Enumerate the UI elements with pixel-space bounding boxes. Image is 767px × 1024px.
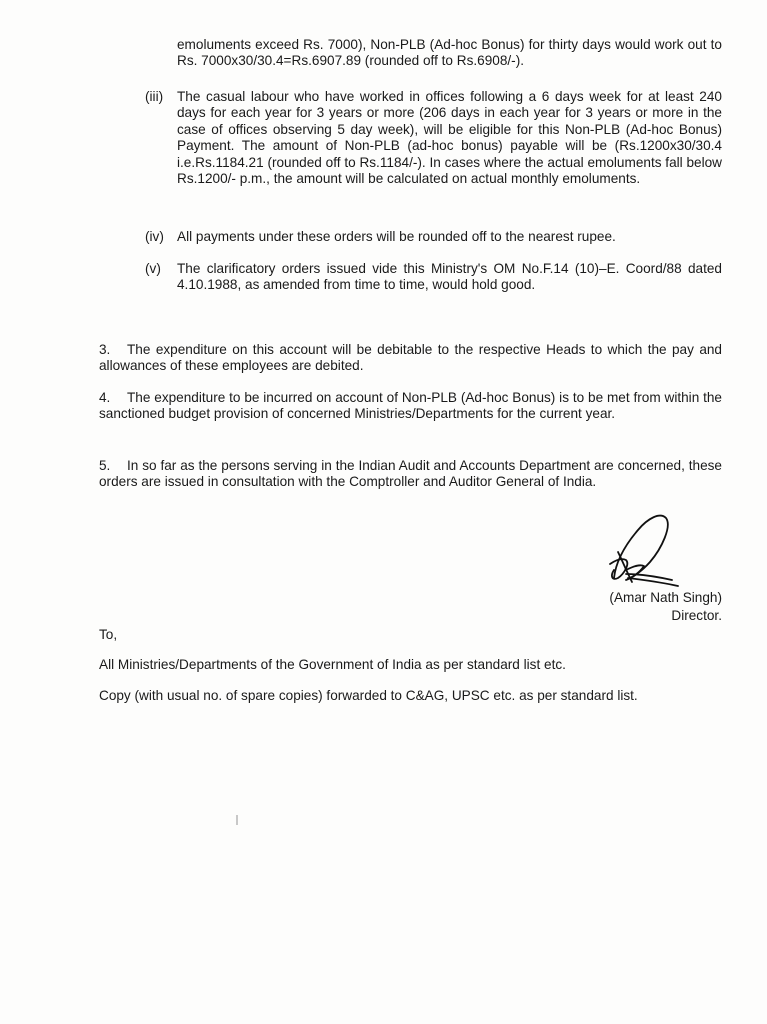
- paragraph-number: 5.: [99, 458, 111, 473]
- paragraph-number: 4.: [99, 390, 111, 405]
- sub-item-label: (v): [145, 261, 161, 276]
- handwritten-signature: [522, 508, 722, 588]
- sub-item-iv: [145, 229, 722, 245]
- addressee-label: To,: [99, 627, 118, 642]
- paragraph-4: [99, 390, 722, 423]
- signatory-name: (Amar Nath Singh): [609, 590, 722, 605]
- sub-item-text: The clarificatory orders issued vide this Ministry's OM No.F.14 (10)–E. Coord/88 dated 4.10.1988, as amended from time to time, would hold good.: [177, 261, 722, 293]
- scan-speck: [236, 815, 238, 825]
- sub-item-text: All payments under these orders will be rounded off to the nearest rupee.: [177, 229, 616, 244]
- sub-item-label: (iii): [145, 89, 164, 104]
- paragraph-5: [99, 458, 722, 491]
- paragraph-number: 3.: [99, 342, 111, 357]
- addressee-text: All Ministries/Departments of the Government of India as per standard list etc.: [99, 657, 566, 672]
- copy-note: Copy (with usual no. of spare copies) forwarded to C&AG, UPSC etc. as per standard list.: [99, 688, 638, 703]
- paragraph-text: The expenditure to be incurred on account of Non-PLB (Ad-hoc Bonus) is to be met from within the sanctioned budget provision of concerned Ministries/Departments for the current year.: [99, 390, 722, 422]
- sub-item-v: [145, 261, 722, 294]
- continuation-text: emoluments exceed Rs. 7000), Non-PLB (Ad-hoc Bonus) for thirty days would work out to Rs. 7000x30/30.4=Rs.6907.89 (rounded off to Rs.6908/-).: [177, 37, 722, 69]
- paragraph-text: The expenditure on this account will be debitable to the respective Heads to which the pay and allowances of these employees are debited.: [99, 342, 722, 374]
- sub-item-text: The casual labour who have worked in offices following a 6 days week for at least 240 days for each year for 3 years or more (206 days in each year for 3 years or more in the case of offices observing 5 day week), will be eligible for this Non-PLB (Ad-hoc Bonus) Payment. The amount of Non-PLB (ad-hoc bonus) payable will be (Rs.1200x30/30.4 i.e.Rs.1184.21 (rounded off to Rs.1184/-). In cases where the actual emoluments fall below Rs.1200/- p.m., the amount will be calculated on actual monthly emoluments.: [177, 89, 722, 187]
- signatory-designation: Director.: [671, 608, 722, 623]
- paragraph-3: [99, 342, 722, 375]
- sub-item-iii: [145, 89, 722, 187]
- sub-item-label: (iv): [145, 229, 164, 244]
- paragraph-text: In so far as the persons serving in the Indian Audit and Accounts Department are concerned, these orders are issued in consultation with the Comptroller and Auditor General of India.: [99, 458, 722, 490]
